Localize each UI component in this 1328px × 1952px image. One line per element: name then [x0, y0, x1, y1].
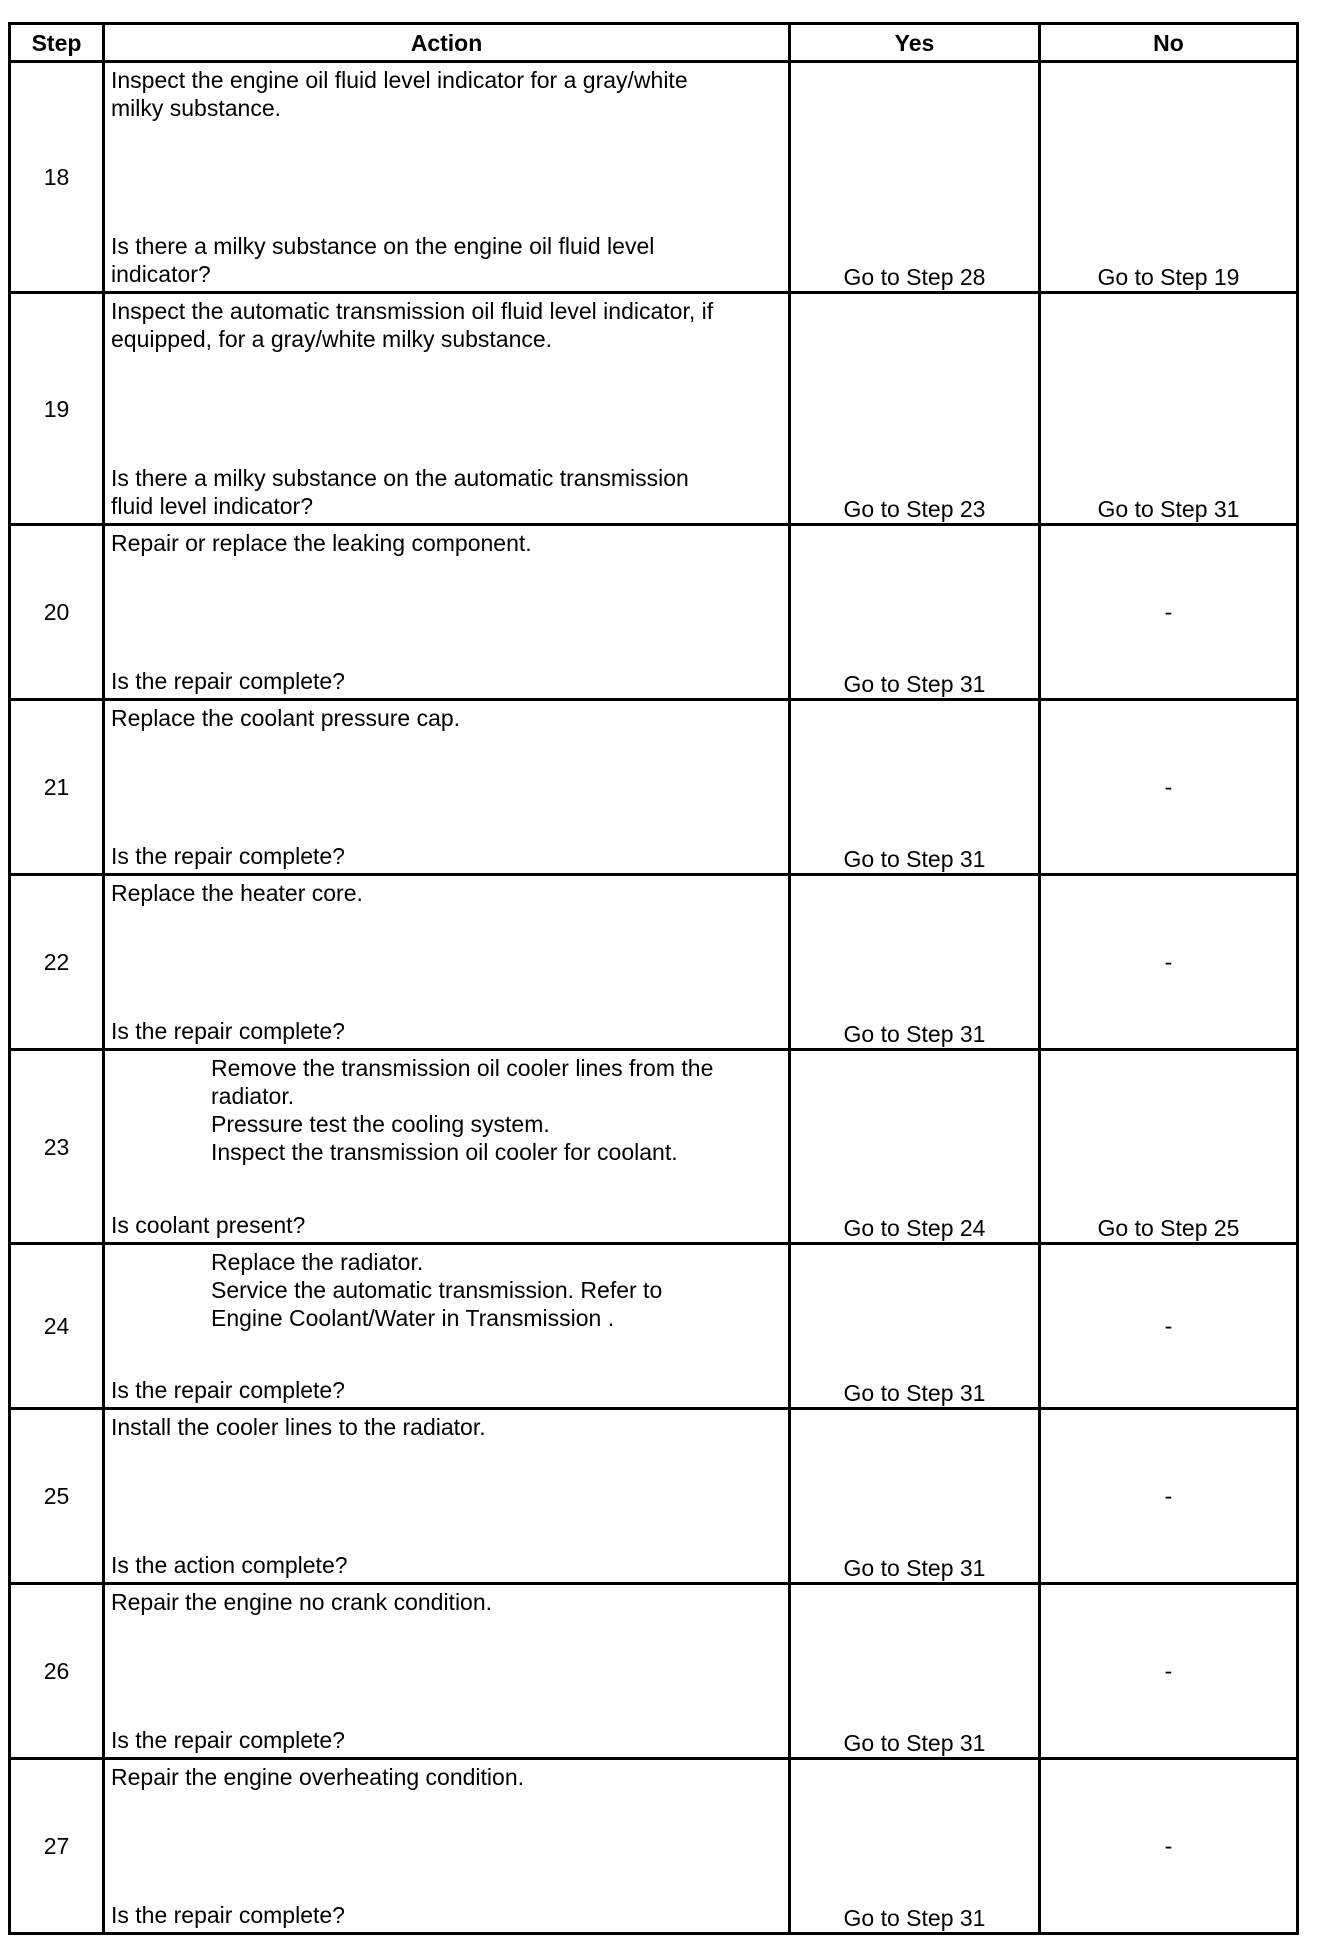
yes-result: Go to Step 31 [790, 1584, 1040, 1759]
table-row [10, 875, 1298, 1050]
action-cell [104, 700, 790, 875]
step-number: 26 [10, 1584, 104, 1759]
step-number: 27 [10, 1759, 104, 1934]
action-text: milky substance. [111, 95, 282, 121]
no-result: - [1040, 700, 1298, 875]
step-number: 19 [10, 293, 104, 525]
step-number: 23 [10, 1050, 104, 1244]
no-result: - [1040, 525, 1298, 700]
action-cell [104, 62, 790, 293]
table-row [10, 1244, 1298, 1409]
action-text: Repair the engine no crank condition. [111, 1589, 493, 1615]
action-text: Inspect the transmission oil cooler for coolant. [211, 1139, 678, 1165]
no-result: Go to Step 25 [1040, 1050, 1298, 1244]
action-cell [104, 525, 790, 700]
action-text: Engine Coolant/Water in Transmission . [211, 1305, 615, 1331]
action-text: Service the automatic transmission. Refer to [211, 1277, 663, 1303]
header-no: No [1040, 24, 1298, 62]
no-result: - [1040, 875, 1298, 1050]
yes-result: Go to Step 24 [790, 1050, 1040, 1244]
question-text: Is coolant present? [111, 1212, 306, 1238]
table-row [10, 1050, 1298, 1244]
no-result: - [1040, 1409, 1298, 1584]
step-number: 20 [10, 525, 104, 700]
action-text: Pressure test the cooling system. [211, 1111, 550, 1137]
action-cell [104, 1244, 790, 1409]
action-text: Repair the engine overheating condition. [111, 1764, 525, 1790]
yes-result: Go to Step 31 [790, 1759, 1040, 1934]
step-number: 18 [10, 62, 104, 293]
step-number: 22 [10, 875, 104, 1050]
question-text: Is the repair complete? [111, 1018, 345, 1044]
header-yes: Yes [790, 24, 1040, 62]
yes-result: Go to Step 31 [790, 525, 1040, 700]
action-text: equipped, for a gray/white milky substance. [111, 326, 553, 352]
no-result: - [1040, 1759, 1298, 1934]
action-cell [104, 875, 790, 1050]
no-result: Go to Step 31 [1040, 293, 1298, 525]
action-cell [104, 1050, 790, 1244]
yes-result: Go to Step 28 [790, 62, 1040, 293]
action-cell [104, 293, 790, 525]
action-cell [104, 1759, 790, 1934]
action-text: Replace the coolant pressure cap. [111, 705, 461, 731]
action-text: Inspect the engine oil fluid level indicator for a gray/white [111, 67, 688, 93]
action-text: Replace the radiator. [211, 1249, 424, 1275]
table-row [10, 62, 1298, 293]
step-number: 21 [10, 700, 104, 875]
table-row [10, 293, 1298, 525]
yes-result: Go to Step 31 [790, 1244, 1040, 1409]
question-text: Is there a milky substance on the automatic transmission [111, 465, 689, 491]
question-text: Is the repair complete? [111, 843, 345, 869]
action-cell [104, 1409, 790, 1584]
action-cell [104, 1584, 790, 1759]
table-row [10, 525, 1298, 700]
table-row [10, 1584, 1298, 1759]
yes-result: Go to Step 31 [790, 700, 1040, 875]
no-result: Go to Step 19 [1040, 62, 1298, 293]
question-text: Is there a milky substance on the engine oil fluid level [111, 233, 655, 259]
action-text: radiator. [211, 1083, 295, 1109]
question-text: indicator? [111, 261, 211, 287]
action-text: Replace the heater core. [111, 880, 363, 906]
question-text: Is the repair complete? [111, 668, 345, 694]
action-text: Install the cooler lines to the radiator. [111, 1414, 486, 1440]
header-row [10, 24, 1298, 62]
yes-result: Go to Step 23 [790, 293, 1040, 525]
diagnostic-table [8, 22, 1299, 1935]
no-result: - [1040, 1584, 1298, 1759]
yes-result: Go to Step 31 [790, 875, 1040, 1050]
question-text: Is the repair complete? [111, 1727, 345, 1753]
table-row [10, 1759, 1298, 1934]
table-row [10, 700, 1298, 875]
header-action: Action [104, 24, 790, 62]
question-text: Is the repair complete? [111, 1377, 345, 1403]
no-result: - [1040, 1244, 1298, 1409]
table-row [10, 1409, 1298, 1584]
step-number: 24 [10, 1244, 104, 1409]
action-text: Inspect the automatic transmission oil fluid level indicator, if [111, 298, 714, 324]
action-text: Remove the transmission oil cooler lines from the [211, 1055, 714, 1081]
question-text: Is the repair complete? [111, 1902, 345, 1928]
header-step: Step [10, 24, 104, 62]
action-text: Repair or replace the leaking component. [111, 530, 532, 556]
yes-result: Go to Step 31 [790, 1409, 1040, 1584]
question-text: fluid level indicator? [111, 493, 314, 519]
question-text: Is the action complete? [111, 1552, 348, 1578]
step-number: 25 [10, 1409, 104, 1584]
